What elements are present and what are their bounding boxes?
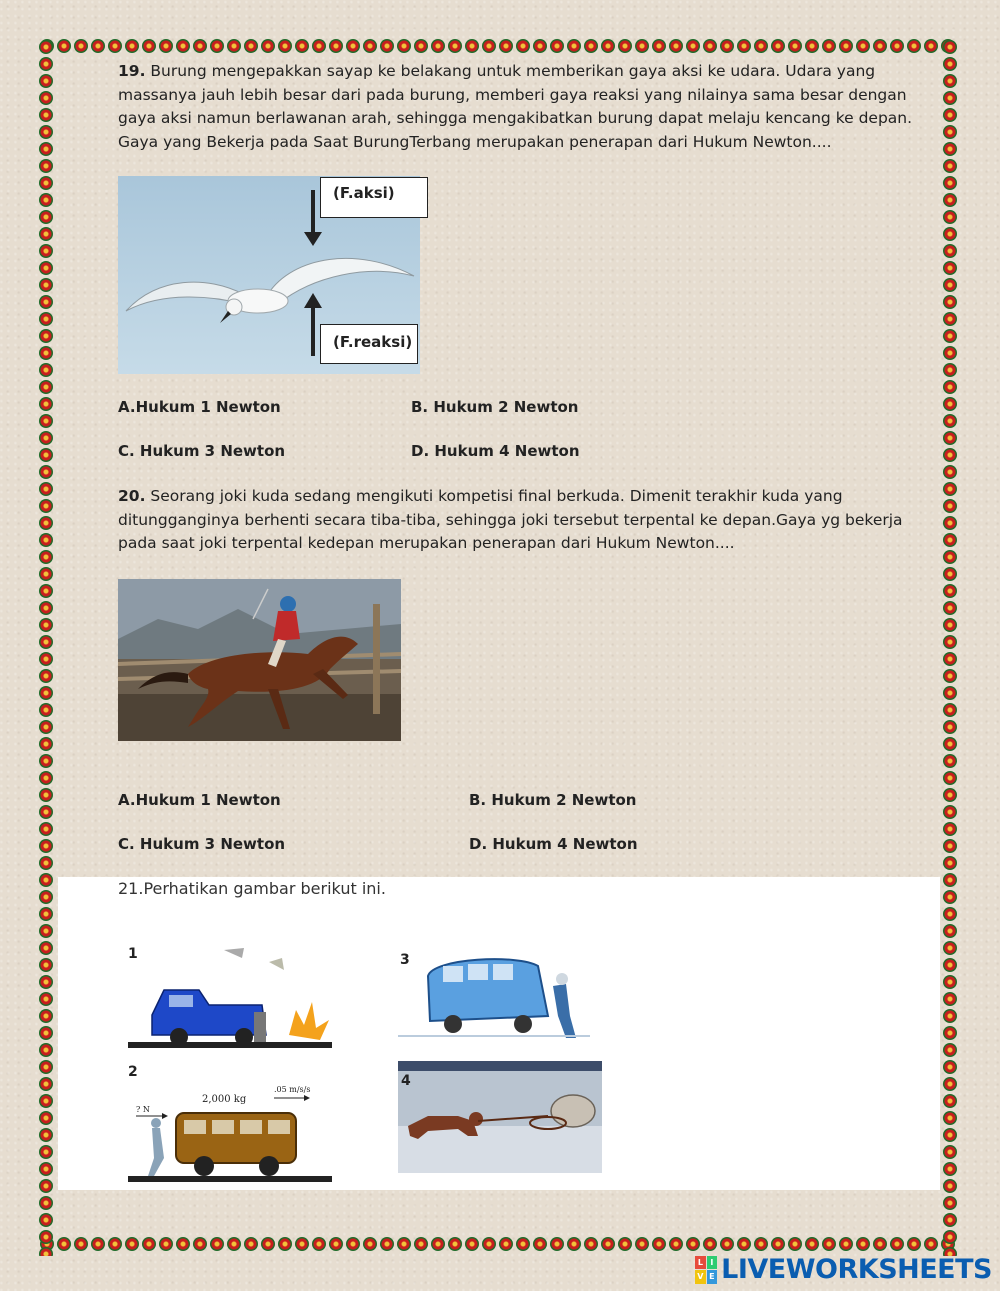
flower-ornament-icon (431, 39, 445, 53)
flower-ornament-icon (533, 39, 547, 53)
flower-ornament-icon (193, 39, 207, 53)
force-reaction-label: (F.reaksi) (320, 324, 418, 364)
flower-ornament-icon (601, 39, 615, 53)
q19-option-b[interactable]: B. Hukum 2 Newton (411, 398, 579, 416)
flower-ornament-icon (39, 567, 53, 581)
flower-ornament-icon (193, 1237, 207, 1251)
question-21-text: 21.Perhatikan gambar berikut ini. (118, 879, 386, 898)
flower-ornament-icon (39, 363, 53, 377)
flower-ornament-icon (720, 1237, 734, 1251)
flower-ornament-icon (943, 788, 957, 802)
flower-ornament-icon (943, 91, 957, 105)
flower-ornament-icon (39, 1060, 53, 1074)
flower-ornament-icon (943, 108, 957, 122)
flower-ornament-icon (39, 924, 53, 938)
flower-ornament-icon (39, 142, 53, 156)
flower-ornament-icon (943, 210, 957, 224)
logo-letter-e: E (707, 1270, 718, 1284)
flower-ornament-icon (159, 1237, 173, 1251)
flower-ornament-icon (39, 108, 53, 122)
flower-ornament-icon (39, 720, 53, 734)
flower-ornament-icon (703, 39, 717, 53)
flower-ornament-icon (771, 39, 785, 53)
flower-ornament-icon (533, 1237, 547, 1251)
flower-ornament-icon (943, 142, 957, 156)
flower-ornament-icon (635, 1237, 649, 1251)
flower-ornament-icon (499, 1237, 513, 1251)
flower-ornament-icon (788, 1237, 802, 1251)
left-border (38, 38, 54, 1256)
flower-ornament-icon (39, 346, 53, 360)
figure-4-dog-pulling (398, 1061, 602, 1173)
flower-ornament-icon (295, 39, 309, 53)
q20-option-c[interactable]: C. Hukum 3 Newton (118, 835, 286, 853)
flower-ornament-icon (39, 1179, 53, 1193)
flower-ornament-icon (943, 533, 957, 547)
q19-option-c[interactable]: C. Hukum 3 Newton (118, 442, 286, 460)
figure-2-bus (124, 1058, 334, 1188)
flower-ornament-icon (465, 1237, 479, 1251)
question-19-body: Burung mengepakkan sayap ke belakang untuk memberikan gaya aksi ke udara. Udara yang massanya jauh lebih besar dari pada burung, memberi gaya reaksi yang nilainya sama besar dengan gaya aksi namun berlawanan arah, sehingga mengakibatkan burung dapat melaju kencang ke depan. Gaya yang Bekerja pada Saat BurungTerbang merupakan penerapan dari Hukum Newton.... (118, 62, 913, 151)
flower-ornament-icon (448, 1237, 462, 1251)
flower-ornament-icon (943, 1213, 957, 1227)
flower-ornament-icon (943, 771, 957, 785)
flower-ornament-icon (39, 414, 53, 428)
flower-ornament-icon (943, 1111, 957, 1125)
flower-ornament-icon (943, 856, 957, 870)
flower-ornament-icon (39, 533, 53, 547)
flower-ornament-icon (397, 39, 411, 53)
flower-ornament-icon (943, 125, 957, 139)
flower-ornament-icon (567, 39, 581, 53)
flower-ornament-icon (943, 397, 957, 411)
flower-ornament-icon (295, 1237, 309, 1251)
flower-ornament-icon (39, 1196, 53, 1210)
flower-ornament-icon (39, 516, 53, 530)
flower-ornament-icon (943, 669, 957, 683)
flower-ornament-icon (329, 1237, 343, 1251)
q19-option-a[interactable]: A.Hukum 1 Newton (118, 398, 281, 416)
flower-ornament-icon (39, 941, 53, 955)
flower-ornament-icon (943, 363, 957, 377)
flower-ornament-icon (39, 822, 53, 836)
flower-ornament-icon (652, 39, 666, 53)
flower-ornament-icon (669, 1237, 683, 1251)
flower-ornament-icon (125, 1237, 139, 1251)
flower-ornament-icon (39, 1162, 53, 1176)
flower-ornament-icon (943, 57, 957, 71)
flower-ornament-icon (943, 720, 957, 734)
flower-ornament-icon (39, 380, 53, 394)
flower-ornament-icon (943, 941, 957, 955)
bus-force-label: ? N (136, 1105, 150, 1114)
flower-ornament-icon (943, 1060, 957, 1074)
flower-ornament-icon (39, 890, 53, 904)
flower-ornament-icon (907, 39, 921, 53)
flower-ornament-icon (39, 788, 53, 802)
flower-ornament-icon (39, 57, 53, 71)
flower-ornament-icon (39, 1128, 53, 1142)
flower-ornament-icon (244, 1237, 258, 1251)
flower-ornament-icon (943, 1043, 957, 1057)
flower-ornament-icon (805, 39, 819, 53)
flower-ornament-icon (943, 805, 957, 819)
flower-ornament-icon (397, 1237, 411, 1251)
flower-ornament-icon (943, 227, 957, 241)
flower-ornament-icon (244, 39, 258, 53)
logo-letter-i: I (707, 1256, 718, 1270)
flower-ornament-icon (943, 992, 957, 1006)
flower-ornament-icon (210, 1237, 224, 1251)
flower-ornament-icon (39, 431, 53, 445)
flower-ornament-icon (703, 1237, 717, 1251)
flower-ornament-icon (39, 1043, 53, 1057)
flower-ornament-icon (142, 39, 156, 53)
flower-ornament-icon (618, 39, 632, 53)
flower-ornament-icon (943, 890, 957, 904)
flower-ornament-icon (176, 39, 190, 53)
question-20-number: 20. (118, 487, 146, 505)
flower-ornament-icon (39, 992, 53, 1006)
top-border (38, 38, 960, 54)
flower-ornament-icon (943, 431, 957, 445)
flower-ornament-icon (39, 312, 53, 326)
flower-ornament-icon (39, 482, 53, 496)
flower-ornament-icon (754, 1237, 768, 1251)
flower-ornament-icon (943, 261, 957, 275)
flower-ornament-icon (380, 39, 394, 53)
flower-ornament-icon (414, 1237, 428, 1251)
flower-ornament-icon (584, 39, 598, 53)
flower-ornament-icon (943, 1145, 957, 1159)
flower-ornament-icon (482, 39, 496, 53)
flower-ornament-icon (312, 39, 326, 53)
flower-ornament-icon (39, 737, 53, 751)
flower-ornament-icon (39, 805, 53, 819)
flower-ornament-icon (943, 176, 957, 190)
flower-ornament-icon (943, 618, 957, 632)
flower-ornament-icon (39, 193, 53, 207)
flower-ornament-icon (839, 39, 853, 53)
flower-ornament-icon (943, 244, 957, 258)
liveworksheets-logo[interactable] (695, 1254, 992, 1285)
flower-ornament-icon (943, 550, 957, 564)
flower-ornament-icon (805, 1237, 819, 1251)
flower-ornament-icon (57, 39, 71, 53)
flower-ornament-icon (346, 1237, 360, 1251)
flower-ornament-icon (943, 414, 957, 428)
flower-ornament-icon (278, 39, 292, 53)
flower-ornament-icon (39, 652, 53, 666)
flower-ornament-icon (686, 39, 700, 53)
figure-1-car (124, 940, 334, 1054)
horse-jockey-image (118, 579, 401, 741)
flower-ornament-icon (943, 1179, 957, 1193)
flower-ornament-icon (839, 1237, 853, 1251)
flower-ornament-icon (943, 924, 957, 938)
flower-ornament-icon (39, 754, 53, 768)
flower-ornament-icon (39, 176, 53, 190)
figure-1-number: 1 (128, 946, 138, 962)
flower-ornament-icon (261, 1237, 275, 1251)
flower-ornament-icon (39, 1077, 53, 1091)
flower-ornament-icon (943, 754, 957, 768)
flower-ornament-icon (943, 1077, 957, 1091)
flower-ornament-icon (873, 1237, 887, 1251)
flower-ornament-icon (943, 652, 957, 666)
flower-ornament-icon (943, 465, 957, 479)
flower-ornament-icon (39, 1145, 53, 1159)
flower-ornament-icon (74, 39, 88, 53)
flower-ornament-icon (601, 1237, 615, 1251)
flower-ornament-icon (943, 873, 957, 887)
flower-ornament-icon (39, 278, 53, 292)
flower-ornament-icon (943, 958, 957, 972)
flower-ornament-icon (516, 1237, 530, 1251)
figure-3-van (398, 946, 590, 1046)
live-logo-icon (695, 1256, 717, 1284)
flower-ornament-icon (39, 499, 53, 513)
flower-ornament-icon (125, 39, 139, 53)
flower-ornament-icon (39, 125, 53, 139)
flower-ornament-icon (278, 1237, 292, 1251)
flower-ornament-icon (822, 1237, 836, 1251)
flower-ornament-icon (39, 1230, 53, 1244)
flower-ornament-icon (39, 159, 53, 173)
flower-ornament-icon (39, 856, 53, 870)
flower-ornament-icon (363, 39, 377, 53)
flower-ornament-icon (39, 1111, 53, 1125)
flower-ornament-icon (39, 873, 53, 887)
flower-ornament-icon (550, 1237, 564, 1251)
flower-ornament-icon (943, 601, 957, 615)
brand-name: LIVEWORKSHEETS (721, 1254, 992, 1285)
flower-ornament-icon (943, 329, 957, 343)
flower-ornament-icon (465, 39, 479, 53)
flower-ornament-icon (924, 1237, 938, 1251)
flower-ornament-icon (943, 822, 957, 836)
flower-ornament-icon (39, 686, 53, 700)
flower-ornament-icon (943, 516, 957, 530)
flower-ornament-icon (567, 1237, 581, 1251)
flower-ornament-icon (856, 39, 870, 53)
flower-ornament-icon (227, 39, 241, 53)
flower-ornament-icon (39, 210, 53, 224)
flower-ornament-icon (943, 1009, 957, 1023)
flower-ornament-icon (771, 1237, 785, 1251)
flower-ornament-icon (943, 975, 957, 989)
q19-option-d[interactable]: D. Hukum 4 Newton (411, 442, 580, 460)
flower-ornament-icon (943, 448, 957, 462)
flower-ornament-icon (943, 635, 957, 649)
question-20-text (118, 485, 923, 556)
flower-ornament-icon (142, 1237, 156, 1251)
flower-ornament-icon (943, 584, 957, 598)
flower-ornament-icon (943, 193, 957, 207)
flower-ornament-icon (39, 975, 53, 989)
flower-ornament-icon (39, 91, 53, 105)
flower-ornament-icon (74, 1237, 88, 1251)
flower-ornament-icon (822, 39, 836, 53)
flower-ornament-icon (856, 1237, 870, 1251)
flower-ornament-icon (39, 618, 53, 632)
flower-ornament-icon (924, 39, 938, 53)
flower-ornament-icon (943, 380, 957, 394)
flower-ornament-icon (943, 1230, 957, 1244)
flower-ornament-icon (943, 686, 957, 700)
flower-ornament-icon (312, 1237, 326, 1251)
flower-ornament-icon (652, 1237, 666, 1251)
flower-ornament-icon (39, 669, 53, 683)
flower-ornament-icon (380, 1237, 394, 1251)
flower-ornament-icon (39, 244, 53, 258)
flower-ornament-icon (39, 1094, 53, 1108)
flower-ornament-icon (39, 329, 53, 343)
flower-ornament-icon (39, 1009, 53, 1023)
flower-ornament-icon (943, 40, 957, 54)
flower-ornament-icon (618, 1237, 632, 1251)
flower-ornament-icon (39, 635, 53, 649)
flower-ornament-icon (39, 839, 53, 853)
question-20-body: Seorang joki kuda sedang mengikuti kompetisi final berkuda. Dimenit terakhir kuda yang ditungganginya berhenti secara tiba-tiba, sehingga joki tersebut terpental ke depan.Gaya yg bekerja pada saat joki terpental kedepan merupakan penerapan dari Hukum Newton.... (118, 487, 903, 552)
flower-ornament-icon (39, 601, 53, 615)
flower-ornament-icon (943, 1128, 957, 1142)
flower-ornament-icon (39, 584, 53, 598)
flower-ornament-icon (431, 1237, 445, 1251)
flower-ornament-icon (635, 39, 649, 53)
flower-ornament-icon (482, 1237, 496, 1251)
flower-ornament-icon (414, 39, 428, 53)
flower-ornament-icon (39, 703, 53, 717)
flower-ornament-icon (329, 39, 343, 53)
flower-ornament-icon (943, 1162, 957, 1176)
flower-ornament-icon (943, 1026, 957, 1040)
figure-3-number: 3 (400, 952, 410, 968)
flower-ornament-icon (943, 567, 957, 581)
figure-4-number: 4 (401, 1073, 411, 1089)
force-action-label: (F.aksi) (320, 177, 428, 218)
flower-ornament-icon (159, 39, 173, 53)
flower-ornament-icon (39, 295, 53, 309)
flower-ornament-icon (108, 39, 122, 53)
flower-ornament-icon (39, 227, 53, 241)
flower-ornament-icon (720, 39, 734, 53)
flower-ornament-icon (943, 312, 957, 326)
flower-ornament-icon (39, 448, 53, 462)
flower-ornament-icon (227, 1237, 241, 1251)
flower-ornament-icon (943, 278, 957, 292)
flower-ornament-icon (754, 39, 768, 53)
flower-ornament-icon (91, 1237, 105, 1251)
flower-ornament-icon (943, 159, 957, 173)
logo-letter-v: V (695, 1270, 706, 1284)
flower-ornament-icon (39, 465, 53, 479)
flower-ornament-icon (346, 39, 360, 53)
flower-ornament-icon (943, 839, 957, 853)
flower-ornament-icon (550, 39, 564, 53)
flower-ornament-icon (669, 39, 683, 53)
flower-ornament-icon (39, 397, 53, 411)
q20-option-b[interactable]: B. Hukum 2 Newton (469, 791, 637, 809)
flower-ornament-icon (943, 737, 957, 751)
flower-ornament-icon (39, 40, 53, 54)
flower-ornament-icon (39, 550, 53, 564)
flower-ornament-icon (57, 1237, 71, 1251)
flower-ornament-icon (108, 1237, 122, 1251)
flower-ornament-icon (737, 1237, 751, 1251)
flower-ornament-icon (584, 1237, 598, 1251)
bus-mass-label: 2,000 kg (202, 1094, 247, 1105)
flower-ornament-icon (788, 39, 802, 53)
flower-ornament-icon (943, 907, 957, 921)
flower-ornament-icon (39, 907, 53, 921)
flower-ornament-icon (499, 39, 513, 53)
question-19-text (118, 60, 923, 154)
flower-ornament-icon (890, 1237, 904, 1251)
flower-ornament-icon (39, 1026, 53, 1040)
flower-ornament-icon (943, 1196, 957, 1210)
flower-ornament-icon (39, 958, 53, 972)
flower-ornament-icon (91, 39, 105, 53)
flower-ornament-icon (39, 1247, 53, 1257)
right-border (942, 38, 958, 1256)
question-19-number: 19. (118, 62, 146, 80)
figure-2-number: 2 (128, 1064, 138, 1080)
q20-option-a[interactable]: A.Hukum 1 Newton (118, 791, 281, 809)
flower-ornament-icon (943, 74, 957, 88)
flower-ornament-icon (39, 771, 53, 785)
flower-ornament-icon (737, 39, 751, 53)
flower-ornament-icon (943, 703, 957, 717)
logo-letter-l: L (695, 1256, 706, 1270)
flower-ornament-icon (907, 1237, 921, 1251)
flower-ornament-icon (943, 499, 957, 513)
flower-ornament-icon (261, 39, 275, 53)
flower-ornament-icon (873, 39, 887, 53)
flower-ornament-icon (943, 482, 957, 496)
flower-ornament-icon (210, 39, 224, 53)
flower-ornament-icon (686, 1237, 700, 1251)
q20-option-d[interactable]: D. Hukum 4 Newton (469, 835, 638, 853)
flower-ornament-icon (176, 1237, 190, 1251)
flower-ornament-icon (943, 295, 957, 309)
flower-ornament-icon (943, 1094, 957, 1108)
flower-ornament-icon (448, 39, 462, 53)
flower-ornament-icon (943, 346, 957, 360)
flower-ornament-icon (39, 74, 53, 88)
flower-ornament-icon (516, 39, 530, 53)
flower-ornament-icon (363, 1237, 377, 1251)
bottom-border (38, 1236, 960, 1252)
flower-ornament-icon (39, 261, 53, 275)
bus-accel-label: .05 m/s/s (274, 1085, 311, 1094)
flower-ornament-icon (39, 1213, 53, 1227)
flower-ornament-icon (890, 39, 904, 53)
